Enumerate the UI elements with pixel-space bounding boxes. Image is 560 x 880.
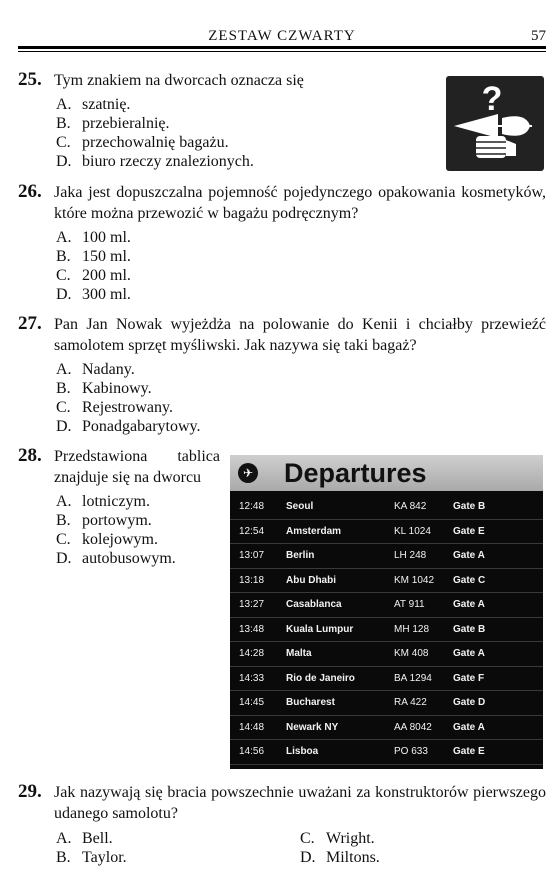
departure-row: 13:18 Abu Dhabi KM 1042 Gate C <box>230 569 543 594</box>
option-b: B. portowym. <box>56 512 152 529</box>
departure-row: 12:48 Seoul KA 842 Gate B <box>230 495 543 520</box>
departures-list <box>230 495 543 765</box>
departures-board-title: Departures <box>284 458 427 488</box>
answer-options <box>56 829 546 869</box>
answer-options <box>56 492 220 568</box>
question-text: Jaka jest dopuszczalna pojemność pojedynczego opakowania kosmetyków, które można przewozić w bagażu podręcznym? <box>54 184 546 222</box>
svg-text:?: ? <box>481 80 503 118</box>
answer-options <box>56 360 546 436</box>
question-number: 27. <box>18 313 42 334</box>
header-rule-thick <box>18 46 546 49</box>
question-29 <box>18 782 546 869</box>
departure-row: 13:27 Casablanca AT 911 Gate A <box>230 593 543 618</box>
option-a: A. 100 ml. <box>56 229 131 246</box>
option-c: C. 200 ml. <box>56 267 131 284</box>
section-title: ZESTAW CZWARTY <box>208 28 356 44</box>
option-c: C. kolejowym. <box>56 531 158 548</box>
option-b: B. Taylor. <box>56 849 127 866</box>
departure-row: 12:54 Amsterdam KL 1024 Gate E <box>230 520 543 545</box>
question-number: 29. <box>18 781 42 802</box>
option-d: D. autobusowym. <box>56 550 176 567</box>
option-c: C. Rejestrowany. <box>56 399 173 416</box>
option-d: D. 300 ml. <box>56 286 131 303</box>
option-a: A. szatnię. <box>56 96 131 113</box>
option-d: D. Miltons. <box>300 849 380 866</box>
answer-options <box>56 228 546 304</box>
question-26 <box>18 182 546 304</box>
departures-board-header <box>230 455 543 491</box>
page-number: 57 <box>531 28 546 44</box>
departure-row: 13:07 Berlin LH 248 Gate A <box>230 544 543 569</box>
option-b: B. przebieralnię. <box>56 115 170 132</box>
departure-row: 14:56 Lisboa PO 633 Gate E <box>230 740 543 765</box>
option-a: A. Bell. <box>56 830 113 847</box>
option-b: B. 150 ml. <box>56 248 131 265</box>
question-text: Jak nazywają się bracia powszechnie uważani za konstruktorów pierwszego udanego samolotu? <box>54 784 546 822</box>
question-27 <box>18 314 546 436</box>
question-text: Tym znakiem na dworcach oznacza się <box>54 72 304 89</box>
question-text: Pan Jan Nowak wyjeżdża na polowanie do Kenii i chciałby przewieźć samolotem sprzęt myśliwski. Jak nazywa się taki bagaż? <box>54 316 546 354</box>
option-b: B. Kabinowy. <box>56 380 152 397</box>
departures-board-image <box>230 455 543 769</box>
header-rule-thin <box>18 51 546 52</box>
question-text: Przedstawiona tablica znajduje się na dworcu <box>54 448 220 486</box>
lost-and-found-sign-icon <box>446 76 544 171</box>
departure-row: 14:48 Newark NY AA 8042 Gate A <box>230 716 543 741</box>
option-a: A. lotniczym. <box>56 493 150 510</box>
option-d: D. Ponadgabarytowy. <box>56 418 201 435</box>
question-25 <box>18 70 430 171</box>
answer-options <box>56 95 430 171</box>
option-c: C. przechowalnię bagażu. <box>56 134 229 151</box>
question-28 <box>18 446 220 568</box>
question-number: 28. <box>18 445 42 466</box>
option-c: C. Wright. <box>300 830 375 847</box>
option-a: A. Nadany. <box>56 361 135 378</box>
question-number: 25. <box>18 69 42 90</box>
question-number: 26. <box>18 181 42 202</box>
departure-row: 13:48 Kuala Lumpur MH 128 Gate B <box>230 618 543 643</box>
departure-row: 14:28 Malta KM 408 Gate A <box>230 642 543 667</box>
airplane-icon: ✈ <box>238 463 258 483</box>
departure-row: 14:45 Bucharest RA 422 Gate D <box>230 691 543 716</box>
departure-row: 14:33 Rio de Janeiro BA 1294 Gate F <box>230 667 543 692</box>
option-d: D. biuro rzeczy znalezionych. <box>56 153 254 170</box>
